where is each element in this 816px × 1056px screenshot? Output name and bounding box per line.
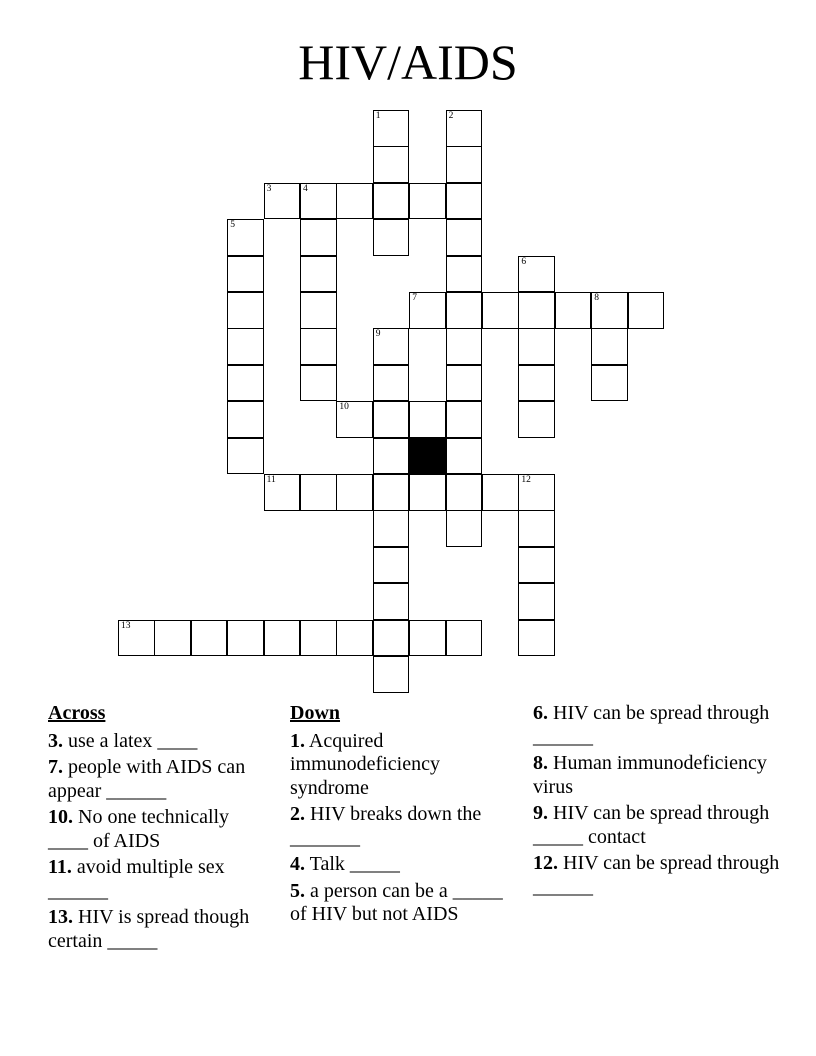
crossword-cell[interactable] (373, 328, 410, 365)
crossword-block (409, 438, 446, 475)
clue-number: 12. (533, 852, 558, 874)
cell-number: 5 (230, 220, 235, 231)
crossword-cell[interactable] (409, 292, 446, 329)
crossword-cell[interactable] (518, 547, 555, 584)
crossword-cell[interactable] (227, 219, 264, 256)
crossword-cell[interactable] (591, 365, 628, 402)
crossword-cell[interactable] (446, 183, 483, 220)
clue-across-11 (48, 856, 273, 903)
crossword-cell[interactable] (227, 438, 264, 475)
clue-down-5 (290, 880, 515, 927)
crossword-cell[interactable] (518, 256, 555, 293)
clue-down-8 (533, 752, 783, 799)
crossword-cell[interactable] (373, 547, 410, 584)
clue-number: 2. (290, 803, 305, 825)
clue-text: Talk _____ (309, 853, 400, 875)
cell-number: 6 (521, 256, 527, 267)
crossword-cell[interactable] (518, 474, 555, 511)
crossword-cell[interactable] (373, 438, 410, 475)
crossword-cell[interactable] (154, 620, 191, 657)
cell-number: 10 (339, 402, 349, 413)
crossword-cell[interactable] (227, 292, 264, 329)
clue-text: HIV can be spread through ______ (533, 702, 770, 748)
cell-number: 12 (521, 475, 531, 485)
crossword-cell[interactable] (482, 474, 519, 511)
crossword-cell[interactable] (518, 365, 555, 402)
cell-number: 4 (303, 183, 308, 194)
crossword-cell[interactable] (264, 183, 301, 220)
crossword-cell[interactable] (300, 474, 337, 511)
crossword-cell[interactable] (373, 183, 410, 220)
clue-across-13 (48, 906, 273, 953)
clue-number: 6. (533, 702, 548, 724)
crossword-cell[interactable] (446, 328, 483, 365)
crossword-cell[interactable] (336, 183, 373, 220)
crossword-cell[interactable] (373, 146, 410, 183)
clue-number: 13. (48, 906, 73, 928)
crossword-cell[interactable] (373, 583, 410, 620)
crossword-cell[interactable] (446, 110, 483, 147)
clue-across-3 (48, 730, 273, 754)
crossword-cell[interactable] (373, 401, 410, 438)
clue-down-4 (290, 853, 515, 877)
crossword-cell[interactable] (227, 328, 264, 365)
clue-across-7 (48, 756, 273, 803)
clue-number: 9. (533, 802, 548, 824)
crossword-cell[interactable] (446, 401, 483, 438)
clue-number: 11. (48, 856, 72, 878)
cell-number: 7 (412, 293, 417, 303)
clue-across-10 (48, 806, 273, 853)
cell-number: 8 (594, 293, 599, 303)
down-column (290, 702, 515, 930)
crossword-cell[interactable] (300, 292, 337, 329)
clue-text: No one technically ____ of AIDS (48, 806, 230, 852)
clue-down-2 (290, 803, 515, 850)
crossword-cell[interactable] (446, 365, 483, 402)
crossword-cell[interactable] (518, 401, 555, 438)
clue-text: use a latex ____ (68, 729, 198, 752)
crossword-cell[interactable] (409, 620, 446, 657)
across-heading: Across (48, 702, 106, 724)
crossword-cell[interactable] (300, 256, 337, 293)
crossword-cell[interactable] (300, 620, 337, 657)
crossword-cell[interactable] (446, 438, 483, 475)
cell-number: 1 (375, 111, 381, 121)
crossword-cell[interactable] (373, 110, 410, 147)
cell-number: 9 (375, 329, 381, 340)
clue-text: a person can be a _____ of HIV but not AIDS (290, 879, 503, 925)
crossword-cell[interactable] (518, 328, 555, 365)
clue-number: 10. (48, 806, 73, 828)
clue-down-12 (533, 852, 783, 899)
crossword-cell[interactable] (300, 219, 337, 256)
clue-text: HIV can be spread through ______ (533, 852, 780, 898)
puzzle-title: HIV/AIDS (298, 34, 518, 90)
clue-text: Acquired immunodeficiency syndrome (290, 729, 440, 799)
crossword-cell[interactable] (118, 620, 155, 657)
crossword-cell[interactable] (300, 183, 337, 220)
crossword-cell[interactable] (555, 292, 592, 329)
clue-text: HIV breaks down the _______ (290, 803, 482, 849)
crossword-cell[interactable] (373, 620, 410, 657)
clue-number: 7. (48, 756, 63, 778)
crossword-cell[interactable] (446, 256, 483, 293)
crossword-cell[interactable] (373, 656, 410, 693)
crossword-cell[interactable] (373, 474, 410, 511)
clue-text: avoid multiple sex ______ (48, 856, 225, 902)
crossword-cell[interactable] (518, 620, 555, 657)
crossword-cell[interactable] (446, 219, 483, 256)
crossword-cell[interactable] (482, 292, 519, 329)
crossword-cell[interactable] (446, 292, 483, 329)
clue-number: 3. (48, 729, 63, 752)
clue-number: 8. (533, 752, 548, 774)
crossword-cell[interactable] (227, 401, 264, 438)
clue-text: HIV can be spread through _____ contact (533, 802, 770, 848)
crossword-cell[interactable] (518, 510, 555, 547)
down-continued-column (533, 702, 783, 902)
crossword-cell[interactable] (446, 510, 483, 547)
crossword-cell[interactable] (446, 620, 483, 657)
crossword-cell[interactable] (191, 620, 228, 657)
crossword-cell[interactable] (300, 328, 337, 365)
crossword-cell[interactable] (446, 146, 483, 183)
crossword-cell[interactable] (227, 620, 264, 657)
clue-number: 4. (290, 853, 305, 875)
crossword-cell[interactable] (628, 292, 665, 329)
crossword-cell[interactable] (264, 620, 301, 657)
crossword-cell[interactable] (336, 620, 373, 657)
crossword-cell[interactable] (518, 292, 555, 329)
crossword-cell[interactable] (300, 365, 337, 402)
crossword-cell[interactable] (373, 510, 410, 547)
across-column (48, 702, 273, 956)
crossword-cell[interactable] (373, 219, 410, 256)
crossword-cell[interactable] (227, 365, 264, 402)
clue-text: people with AIDS can appear ______ (48, 756, 246, 802)
clue-number: 1. (290, 729, 305, 752)
crossword-cell[interactable] (264, 474, 301, 511)
cell-number: 2 (448, 111, 454, 121)
cell-number: 13 (121, 620, 131, 631)
crossword-cell[interactable] (336, 401, 373, 438)
crossword-cell[interactable] (409, 183, 446, 220)
clue-down-9 (533, 802, 783, 849)
crossword-cell[interactable] (446, 474, 483, 511)
cell-number: 11 (266, 475, 276, 485)
crossword-cell[interactable] (373, 365, 410, 402)
crossword-cell[interactable] (591, 328, 628, 365)
clue-down-6 (533, 702, 783, 749)
crossword-cell[interactable] (227, 256, 264, 293)
crossword-cell[interactable] (409, 474, 446, 511)
clue-down-1 (290, 730, 515, 801)
clue-text: HIV is spread though certain _____ (48, 906, 250, 952)
crossword-cell[interactable] (409, 401, 446, 438)
crossword-cell[interactable] (591, 292, 628, 329)
down-heading: Down (290, 702, 341, 724)
clue-number: 5. (290, 879, 305, 902)
crossword-cell[interactable] (518, 583, 555, 620)
clue-text: Human immunodeficiency virus (533, 752, 767, 798)
crossword-cell[interactable] (336, 474, 373, 511)
cell-number: 3 (266, 183, 272, 194)
